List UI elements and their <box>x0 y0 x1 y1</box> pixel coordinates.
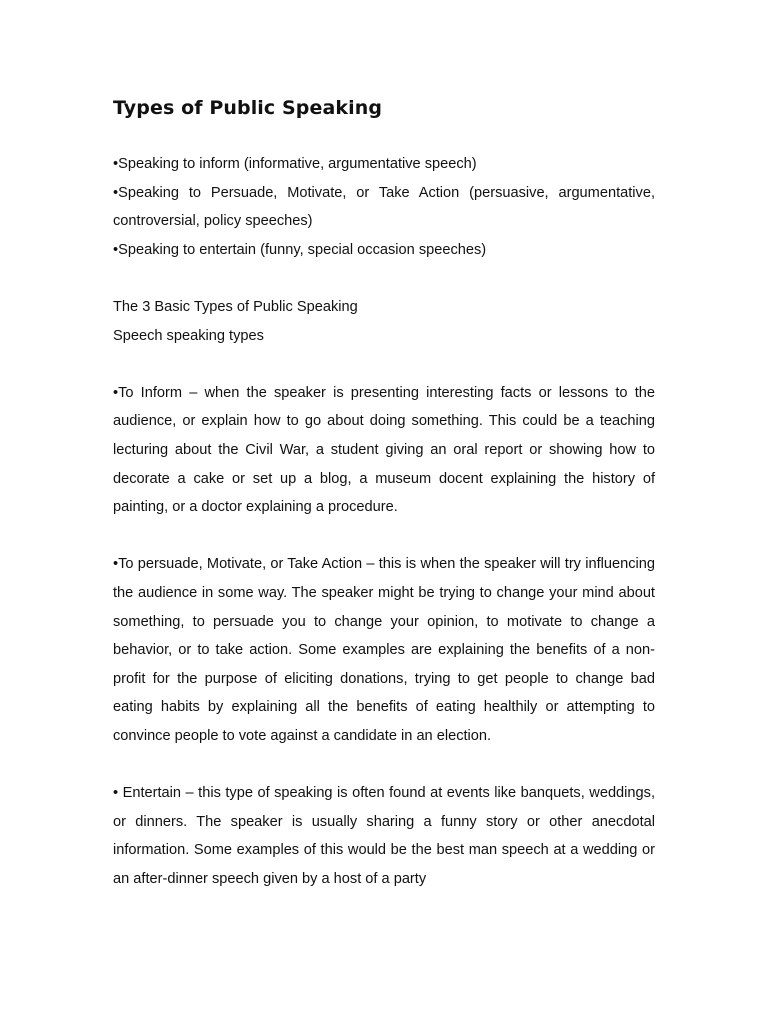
document-title: Types of Public Speaking <box>113 97 383 119</box>
section-subheading: Speech speaking types <box>113 327 264 344</box>
paragraph-inform: •To Inform – when the speaker is presenting interesting facts or lessons to the audience, or explain how to go about doing something. This could be a teaching lecturing about the Civil War, a student giving an oral report or showing how to decorate a cake or set up a blog, a museum docent explaining the history of painting, or a doctor explaining a procedure. <box>113 384 655 516</box>
spacer <box>113 350 655 379</box>
spacer <box>113 750 655 779</box>
paragraph-persuade: •To persuade, Motivate, or Take Action – this is when the speaker will try influencing the audience in some way. The speaker might be trying to change your mind about something, to persuade you to change your opinion, to motivate to change a behavior, or to take action. Some examples are explaining the benefits of a non-profit for the purpose of eliciting donations, trying to get people to change bad eating habits by explaining all the benefits of eating healthily or attempting to convince people to vote against a candidate in an election. <box>113 556 655 744</box>
bullet-item: •Speaking to Persuade, Motivate, or Take Action (persuasive, argumentative, controversial, policy speeches) <box>113 184 655 230</box>
document-body <box>113 94 655 893</box>
paragraph-entertain: • Entertain – this type of speaking is often found at events like banquets, weddings, or dinners. The speaker is usually sharing a funny story or other anecdotal information. Some examples of this would be the best man speech at a wedding or an after-dinner speech given by a host of a party <box>113 785 655 887</box>
section-heading: The 3 Basic Types of Public Speaking <box>113 298 358 315</box>
bullet-item: •Speaking to entertain (funny, special occasion speeches) <box>113 241 487 258</box>
bullet-item: •Speaking to inform (informative, argumentative speech) <box>113 156 477 172</box>
spacer <box>113 264 655 293</box>
spacer <box>113 522 655 551</box>
